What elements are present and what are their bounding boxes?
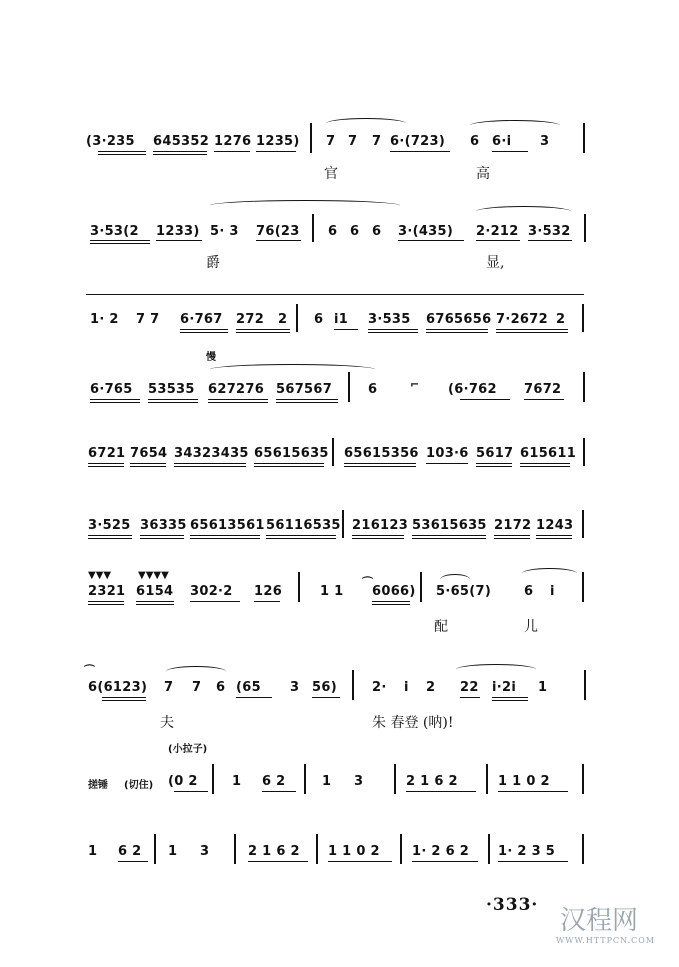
note: 6 <box>372 224 382 239</box>
note-group: 6 2 <box>118 844 142 859</box>
score-system-2 <box>0 210 679 280</box>
underline <box>412 861 478 862</box>
slur <box>210 200 400 211</box>
underline <box>276 399 338 400</box>
underline <box>266 535 336 536</box>
page-number: ·333· <box>486 895 539 915</box>
note: 6 <box>350 224 360 239</box>
underline <box>492 697 528 698</box>
barline <box>212 764 214 794</box>
note: 6 <box>216 680 226 695</box>
underline <box>153 151 207 152</box>
underline <box>148 399 198 400</box>
note-group: i·2i <box>492 680 517 695</box>
underline <box>254 463 324 464</box>
note-group: 3·535 <box>368 312 411 327</box>
score-system-7 <box>0 566 679 642</box>
underline <box>130 463 166 464</box>
underline <box>494 535 530 536</box>
note: 7 <box>348 134 358 149</box>
lyric: 官 <box>324 166 338 182</box>
note: 7 <box>164 680 174 695</box>
underline <box>208 402 268 403</box>
barline <box>582 304 584 332</box>
underline <box>256 240 301 241</box>
note-group: (65 <box>236 680 261 695</box>
underline <box>118 861 148 862</box>
note-group: 2 1 6 2 <box>406 774 458 789</box>
underline <box>520 463 570 464</box>
note-group: 65615635 <box>254 446 329 461</box>
slur <box>166 666 226 677</box>
note: i <box>404 680 409 695</box>
barline <box>342 510 344 538</box>
barline <box>583 372 585 402</box>
note: 3 <box>290 680 300 695</box>
barline <box>234 834 236 864</box>
note-group: 3·(435) <box>398 224 454 239</box>
note-group: 2· <box>372 680 387 695</box>
barline <box>298 572 300 602</box>
barline <box>348 372 350 402</box>
note-group: 1· 2 6 2 <box>412 844 470 859</box>
underline <box>214 151 250 152</box>
underline <box>344 466 416 467</box>
note-group: 22 <box>460 680 479 695</box>
note: 1 <box>168 844 178 859</box>
barline <box>310 123 312 153</box>
underline <box>262 791 296 792</box>
note-group: (0 2 <box>168 774 198 789</box>
underline <box>496 332 568 333</box>
underline <box>174 463 246 464</box>
note-group: 2 1 6 2 <box>248 844 300 859</box>
note: 6 <box>328 224 338 239</box>
lyric: 爵 <box>206 255 220 271</box>
note-group: 1· 2 <box>90 312 119 327</box>
barline <box>312 214 314 242</box>
underline <box>180 332 228 333</box>
note-group: (6·762 <box>448 382 497 397</box>
staff-divider <box>86 294 584 295</box>
lyric: 高 <box>476 166 490 182</box>
note-group: 6(6123) <box>88 680 148 695</box>
underline <box>236 697 272 698</box>
underline <box>536 538 572 539</box>
glide-arrow: ⌐ <box>410 378 420 391</box>
note-group: 7654 <box>130 446 168 461</box>
barline <box>316 834 318 864</box>
underline <box>98 154 146 155</box>
note-group: 53615635 <box>412 518 487 533</box>
note-group: 615611 <box>520 446 577 461</box>
barline <box>296 304 298 332</box>
note: 3 <box>354 774 364 789</box>
underline <box>140 535 184 536</box>
percussion-label: (切住) <box>124 780 154 791</box>
underline <box>88 538 132 539</box>
underline <box>174 791 208 792</box>
slur <box>456 664 536 675</box>
underline <box>352 535 404 536</box>
note-group: 7 7 <box>136 312 160 327</box>
lyric: 朱 春登 (呐)! <box>372 715 454 731</box>
slur <box>522 568 577 579</box>
underline <box>236 332 290 333</box>
note: 2 <box>556 312 566 327</box>
note-group: 1 1 <box>320 584 344 599</box>
lyric: 显, <box>486 255 505 271</box>
lyric: 配 <box>434 619 448 635</box>
barline <box>420 572 422 602</box>
underline <box>102 697 146 698</box>
underline <box>398 240 464 241</box>
note: 1 <box>232 774 242 789</box>
section-label: (小拉子) <box>168 744 208 755</box>
note-group: 1276 <box>214 134 252 149</box>
underline <box>412 535 486 536</box>
barline <box>304 764 306 794</box>
note: 7 <box>192 680 202 695</box>
underline <box>344 463 416 464</box>
underline <box>352 538 404 539</box>
note-group: 6·765 <box>90 382 133 397</box>
note-group: 53535 <box>148 382 195 397</box>
note-group: 272 <box>236 312 265 327</box>
underline <box>148 402 198 403</box>
note: 6 <box>524 584 534 599</box>
underline <box>136 604 174 605</box>
score-system-10 <box>0 832 679 882</box>
lyric: 夫 <box>160 715 174 731</box>
underline <box>140 538 184 539</box>
underline <box>88 601 124 602</box>
accent-marks: ▼▼▼▼ <box>138 570 169 581</box>
note: 2 <box>426 680 436 695</box>
accent-marks: ▼▼▼ <box>88 570 112 581</box>
note-group: 6721 <box>88 446 126 461</box>
score-system-3 <box>0 300 679 350</box>
underline <box>524 399 564 400</box>
underline <box>368 329 418 330</box>
note-group: 6765656 <box>426 312 492 327</box>
barline <box>582 834 584 864</box>
note: 1 <box>88 844 98 859</box>
underline <box>88 604 124 605</box>
note-group: 6 2 <box>262 774 286 789</box>
underline <box>476 463 512 464</box>
underline <box>208 399 268 400</box>
barline <box>488 834 490 864</box>
note-group: 5617 <box>476 446 514 461</box>
glide-arrow: ⌒ <box>362 576 373 589</box>
note-group: 3·532 <box>528 224 571 239</box>
note-group: 7·2672 <box>496 312 548 327</box>
slur <box>440 574 470 585</box>
score-system-6 <box>0 508 679 558</box>
note: 6 <box>314 312 324 327</box>
note: 6 <box>368 382 378 397</box>
underline <box>390 151 450 152</box>
note-group: 627276 <box>208 382 265 397</box>
underline <box>98 151 146 152</box>
note-group: i1 <box>334 312 349 327</box>
underline <box>156 240 202 241</box>
barline <box>394 764 396 794</box>
underline <box>494 538 530 539</box>
note-group: 6154 <box>136 584 174 599</box>
barline <box>582 572 584 602</box>
note-group: 6066) <box>372 584 416 599</box>
note-group: 1233) <box>156 224 200 239</box>
underline <box>492 151 528 152</box>
underline <box>256 151 296 152</box>
barline <box>352 670 354 700</box>
barline <box>584 214 586 242</box>
note-group: 103·6 <box>426 446 469 461</box>
underline <box>372 601 410 602</box>
note-group: 6·767 <box>180 312 223 327</box>
note: 3 <box>200 844 210 859</box>
underline <box>372 604 410 605</box>
underline <box>153 154 207 155</box>
barline <box>582 510 584 538</box>
underline <box>90 240 150 241</box>
underline <box>276 402 338 403</box>
underline <box>130 466 166 467</box>
note-group: 5· 3 <box>210 224 239 239</box>
note-group: 3·525 <box>88 518 131 533</box>
barline <box>584 670 586 700</box>
underline <box>88 466 124 467</box>
score-system-4 <box>0 346 679 416</box>
note-group: 1 1 0 2 <box>328 844 380 859</box>
note-group: 36335 <box>140 518 187 533</box>
score-system-1 <box>0 118 679 188</box>
note-group: (3·235 <box>86 134 135 149</box>
underline <box>312 697 340 698</box>
underline <box>368 332 418 333</box>
underline <box>334 329 358 330</box>
note-group: 56) <box>312 680 337 695</box>
note-group: 5·65(7) <box>436 584 492 599</box>
score-system-8 <box>0 662 679 738</box>
note-group: 645352 <box>153 134 210 149</box>
lyric: 儿 <box>524 619 538 635</box>
note-group: 6·(723) <box>390 134 446 149</box>
underline <box>476 466 512 467</box>
underline <box>406 791 476 792</box>
underline <box>496 329 568 330</box>
underline <box>190 538 260 539</box>
note: i <box>550 584 555 599</box>
underline <box>498 861 568 862</box>
note-group: 1 1 0 2 <box>498 774 550 789</box>
barline <box>154 834 156 864</box>
note: 7 <box>372 134 382 149</box>
underline <box>528 240 572 241</box>
underline <box>536 535 572 536</box>
note: 1 <box>538 680 548 695</box>
underline <box>460 697 480 698</box>
underline <box>102 700 146 701</box>
underline <box>426 332 488 333</box>
note: 2 <box>278 312 288 327</box>
underline <box>266 538 336 539</box>
note-group: 302·2 <box>190 584 233 599</box>
note-group: 126 <box>254 584 283 599</box>
underline <box>136 601 174 602</box>
note-group: 56116535 <box>266 518 341 533</box>
barline <box>332 438 334 466</box>
note-group: 76(23 <box>256 224 300 239</box>
slur <box>476 206 571 217</box>
underline <box>412 538 486 539</box>
slur <box>470 120 560 131</box>
note: 6 <box>470 134 480 149</box>
note: 3 <box>540 134 550 149</box>
underline <box>190 535 260 536</box>
underline <box>88 535 132 536</box>
note-group: 216123 <box>352 518 409 533</box>
note-group: 1243 <box>536 518 574 533</box>
note-group: 34323435 <box>174 446 249 461</box>
percussion-label: 搓锤 <box>88 780 108 791</box>
barline <box>400 834 402 864</box>
score-system-9 <box>0 738 679 808</box>
underline <box>460 399 510 400</box>
note-group: 567567 <box>276 382 333 397</box>
underline <box>248 861 308 862</box>
watermark-url: WWW.HTTPCN.COM <box>556 936 656 945</box>
note-group: 1· 2 3 5 <box>498 844 556 859</box>
underline <box>492 700 528 701</box>
note-group: 1235) <box>256 134 300 149</box>
underline <box>236 329 290 330</box>
underline <box>190 601 240 602</box>
barline <box>583 438 585 466</box>
note-group: 2172 <box>494 518 532 533</box>
underline <box>88 463 124 464</box>
underline <box>498 791 568 792</box>
note-group: 65615356 <box>344 446 419 461</box>
watermark-logo: 汉程网 <box>560 906 639 936</box>
underline <box>254 466 324 467</box>
underline <box>254 601 280 602</box>
underline <box>426 329 488 330</box>
underline <box>90 402 140 403</box>
slur <box>326 118 406 129</box>
tempo-marking: 慢 <box>206 352 216 363</box>
note-group: 7672 <box>524 382 562 397</box>
underline <box>520 466 570 467</box>
slur <box>210 364 375 375</box>
underline <box>90 243 150 244</box>
barline <box>582 764 584 794</box>
barline <box>583 123 585 153</box>
note-group: 2·212 <box>476 224 519 239</box>
barline <box>486 764 488 794</box>
underline <box>328 861 392 862</box>
note-group: 3·53(2 <box>90 224 139 239</box>
score-system-5 <box>0 434 679 484</box>
note: 7 <box>326 134 336 149</box>
glide-arrow: ⌒ <box>84 664 95 677</box>
underline <box>90 399 140 400</box>
note: 1 <box>322 774 332 789</box>
note-group: 2321 <box>88 584 126 599</box>
underline <box>174 466 246 467</box>
note-group: 6·i <box>492 134 512 149</box>
note-group: 65613561 <box>190 518 265 533</box>
underline <box>476 240 520 241</box>
underline <box>426 463 468 464</box>
underline <box>180 329 228 330</box>
